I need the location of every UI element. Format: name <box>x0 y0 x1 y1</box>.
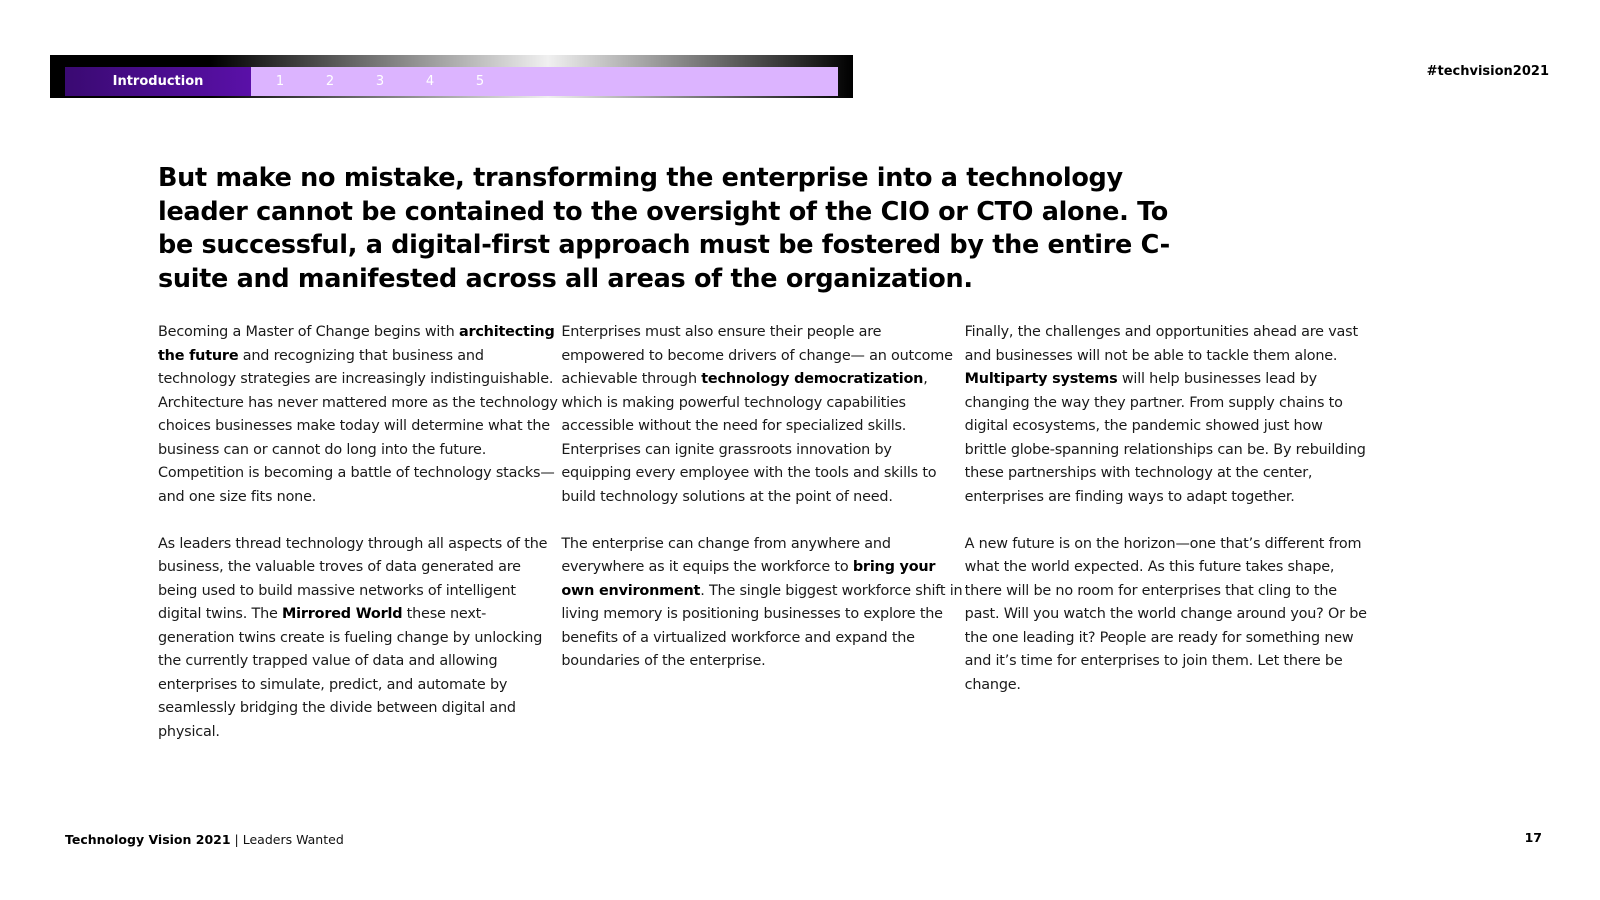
paragraph-text: , which is making powerful technology capabilities accessible without the need for specialized skills. Enterprises can ignite grassroots innovation by equipping every employee with the tools and skills to build technology solutions at the point of need. <box>561 371 937 505</box>
tab-section-3[interactable]: 3 <box>375 74 385 89</box>
paragraph-text: will help businesses lead by changing the way they partner. From supply chains to digital ecosystems, the pandemic showed just how brittle globe-spanning relationships can be. By rebuilding these partnerships with technology at the center, enterprises are finding ways to adapt together. <box>964 371 1366 505</box>
body-paragraph <box>965 533 1368 698</box>
tab-introduction[interactable]: Introduction <box>65 67 251 96</box>
column-1 <box>158 321 561 768</box>
body-paragraph <box>158 321 561 509</box>
paragraph-text: A new future is on the horizon—one that’s different from what the world expected. As this future takes shape, there will be no room for enterprises that cling to the past. Will you watch the world change around you? Or be the one leading it? People are ready for something new and it’s time for enterprises to join them. Let there be change. <box>964 535 1367 693</box>
paragraph-text: these next-generation twins create is fueling change by unlocking the currently trapped value of data and allowing enterprises to simulate, predict, and automate by seamlessly bridging the divide between digital and physical. <box>158 606 543 740</box>
body-paragraph <box>561 321 964 509</box>
body-paragraph <box>158 533 561 745</box>
tab-section-5[interactable]: 5 <box>475 74 485 89</box>
page-number: 17 <box>1524 830 1542 845</box>
emphasized-term: technology democratization <box>701 371 924 387</box>
section-navigation <box>50 55 853 98</box>
page-headline: But make no mistake, transforming the enterprise into a technology leader cannot be contained to the oversight of the CIO or CTO alone. To be successful, a digital-first approach must be fostered by the entire C-suite and manifested across all areas of the organization. <box>158 163 1170 294</box>
emphasized-term: architecting the future <box>158 324 555 364</box>
emphasized-term: bring your own environment <box>561 559 936 599</box>
section-tabs <box>65 67 838 96</box>
tab-section-1[interactable]: 1 <box>275 74 285 89</box>
column-3 <box>965 321 1368 768</box>
emphasized-term: Mirrored World <box>282 606 403 622</box>
paragraph-text: . The single biggest workforce shift in living memory is positioning businesses to explore the benefits of a virtualized workforce and expand the boundaries of the enterprise. <box>561 582 963 669</box>
paragraph-text: Becoming a Master of Change begins with <box>158 324 459 340</box>
paragraph-text: Enterprises must also ensure their people are empowered to become drivers of change— an outcome achievable through <box>561 324 953 387</box>
tab-section-4[interactable]: 4 <box>425 74 435 89</box>
section-number-list <box>255 74 505 89</box>
tab-section-2[interactable]: 2 <box>325 74 335 89</box>
paragraph-text: Finally, the challenges and opportunities ahead are vast and businesses will not be able to tackle them alone. <box>964 324 1358 364</box>
body-paragraph <box>561 533 964 674</box>
emphasized-term: Multiparty systems <box>964 371 1118 387</box>
body-paragraph <box>965 321 1368 509</box>
paragraph-text: The enterprise can change from anywhere and everywhere as it equips the workforce to <box>561 535 891 575</box>
paragraph-text: As leaders thread technology through all aspects of the business, the valuable troves of data generated are being used to build massive networks of intelligent digital twins. The <box>158 535 548 622</box>
footer-document-title <box>65 832 344 847</box>
hashtag: #techvision2021 <box>1426 64 1549 79</box>
footer-separator: | <box>230 832 243 847</box>
body-columns <box>158 321 1368 768</box>
footer-subtitle: Leaders Wanted <box>242 832 344 847</box>
paragraph-text: and recognizing that business and technology strategies are increasingly indistinguishable. Architecture has never mattered more as the technology choices businesses make today will determine what the business can or cannot do long into the future. Competition is becoming a battle of technology stacks—and one size fits none. <box>158 347 558 505</box>
footer-title: Technology Vision 2021 <box>65 832 231 847</box>
column-2 <box>561 321 964 768</box>
